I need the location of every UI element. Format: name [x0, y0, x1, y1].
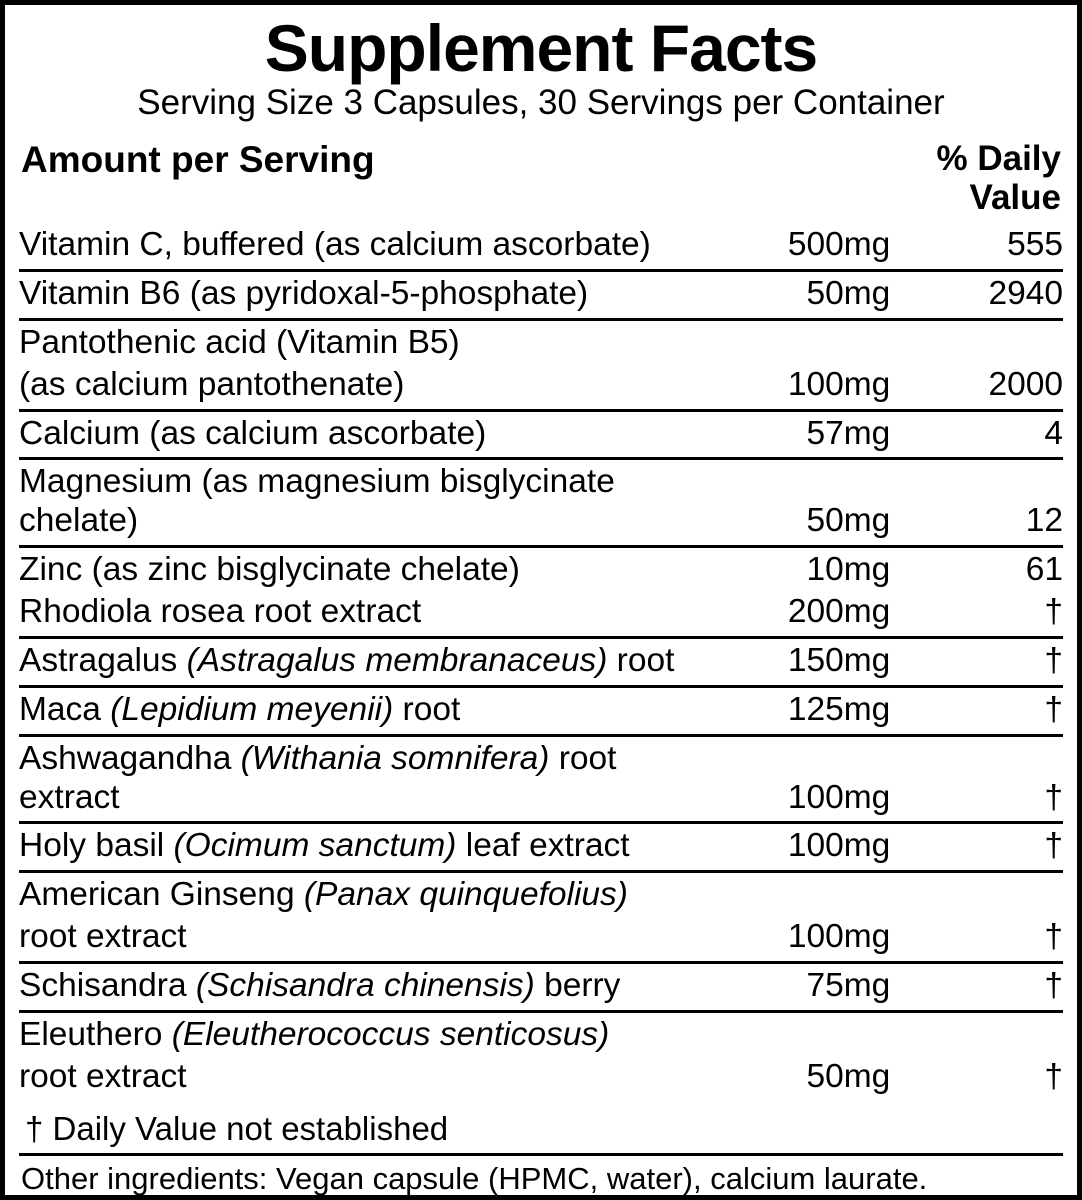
- botanical-amount: 200: [721, 590, 844, 637]
- nutrient-dv: 12: [929, 459, 1063, 547]
- botanical-name-latin: (Astragalus membranaceus): [186, 641, 608, 679]
- daily-value-header: [861, 139, 1061, 217]
- botanical-dv: †: [929, 637, 1063, 686]
- botanical-name-post: berry: [534, 966, 621, 1004]
- nutrient-unit: mg: [843, 551, 891, 589]
- botanicals-table: [19, 590, 1063, 1096]
- botanical-name: [19, 637, 721, 686]
- botanical-name: [19, 735, 721, 823]
- other-ingredients-text: Other ingredients: Vegan capsule (HPMC, water), calcium laurate.: [21, 1160, 928, 1196]
- nutrient-unit: mg: [844, 223, 930, 270]
- botanical-dv: †: [929, 823, 1063, 872]
- table-header: [19, 133, 1063, 219]
- botanical-dv: †: [1044, 1057, 1063, 1095]
- nutrient-unit: mg: [844, 363, 930, 410]
- botanical-dv-spacer: [929, 1011, 1063, 1054]
- table-row: [19, 1011, 1063, 1054]
- botanical-dv: †: [929, 962, 1063, 1011]
- table-row: [19, 872, 1063, 915]
- table-row: [19, 319, 1063, 362]
- table-row: [19, 459, 1063, 547]
- botanical-unit-spacer: [844, 872, 930, 915]
- botanical-unit: mg: [844, 823, 930, 872]
- nutrient-unit: mg: [844, 410, 930, 459]
- nutrient-name: Magnesium (as magnesium bisglycinate chelate): [19, 459, 721, 547]
- botanical-name-post: root: [393, 690, 461, 728]
- nutrient-dv: 2940: [929, 271, 1063, 320]
- botanical-amount: 100: [721, 823, 844, 872]
- botanical-amount: 50: [806, 1057, 844, 1095]
- botanical-name-line2: root extract: [19, 915, 721, 962]
- botanical-name: [19, 1011, 721, 1054]
- table-row: [19, 1055, 1063, 1097]
- botanical-dv: †: [929, 686, 1063, 735]
- botanical-name-latin: (Withania somnifera): [240, 739, 550, 777]
- botanical-amount: 150: [721, 637, 844, 686]
- botanical-unit: mg: [844, 590, 930, 637]
- table-row: [19, 823, 1063, 872]
- botanical-amount-spacer: [721, 1011, 844, 1054]
- nutrient-amount: 500: [721, 223, 844, 270]
- nutrient-name: Zinc (as zinc bisglycinate chelate): [19, 551, 520, 589]
- botanical-name-pre: Rhodiola rosea root extract: [19, 593, 422, 631]
- botanical-name-latin: (Eleutherococcus senticosus): [171, 1015, 610, 1053]
- botanical-name-pre: Maca: [19, 690, 111, 728]
- nutrient-name: Pantothenic acid (Vitamin B5): [19, 323, 460, 361]
- botanical-amount: 125: [721, 686, 844, 735]
- nutrient-name-line2: (as calcium pantothenate): [19, 363, 721, 410]
- nutrient-amount: 50: [721, 271, 844, 320]
- botanical-name-pre: Ashwagandha: [19, 739, 241, 777]
- botanical-name-pre: Holy basil: [19, 827, 174, 865]
- nutrient-amount: 10: [806, 551, 844, 589]
- nutrient-dv: 61: [1025, 551, 1063, 589]
- nutrient-dv: 555: [929, 223, 1063, 270]
- botanical-dv-spacer: [929, 872, 1063, 915]
- nutrient-dv: 2000: [929, 363, 1063, 410]
- nutrient-dv: 4: [929, 410, 1063, 459]
- nutrient-amount: 100: [721, 363, 844, 410]
- table-row: [19, 271, 1063, 320]
- botanical-name: [19, 686, 721, 735]
- botanical-name-post: root extract: [19, 739, 617, 816]
- botanical-unit: mg: [844, 686, 930, 735]
- table-row: [19, 590, 1063, 637]
- nutrient-dv-spacer: [929, 319, 1063, 362]
- nutrient-name: Vitamin C, buffered (as calcium ascorbate): [19, 223, 721, 270]
- nutrient-unit: mg: [844, 271, 930, 320]
- botanical-amount: 75: [721, 962, 844, 1011]
- nutrient-amount-spacer: [721, 319, 844, 362]
- table-row: [19, 223, 1063, 270]
- botanical-name-latin: (Ocimum sanctum): [173, 827, 457, 865]
- amount-per-serving-header: Amount per Serving: [21, 138, 375, 180]
- nutrients-table: [19, 223, 1063, 590]
- botanical-name-latin: (Lepidium meyenii): [110, 690, 394, 728]
- botanical-name: [19, 962, 721, 1011]
- nutrient-amount: 57: [721, 410, 844, 459]
- table-row: [19, 637, 1063, 686]
- botanical-unit: mg: [844, 962, 930, 1011]
- botanical-unit-spacer: [844, 1011, 930, 1054]
- botanical-dv: †: [929, 590, 1063, 637]
- botanical-name-latin: (Panax quinquefolius): [303, 876, 628, 914]
- table-row: [19, 410, 1063, 459]
- table-row: [19, 962, 1063, 1011]
- botanical-amount: 100: [721, 735, 844, 823]
- botanical-unit: mg: [844, 735, 930, 823]
- botanical-unit: mg: [844, 915, 930, 962]
- botanical-name-line2: root extract: [19, 1057, 187, 1095]
- botanical-dv: †: [929, 735, 1063, 823]
- botanical-name-post: root: [607, 641, 675, 679]
- page-title: Supplement Facts: [264, 11, 818, 85]
- botanical-amount-spacer: [721, 872, 844, 915]
- table-row: [19, 735, 1063, 823]
- daily-value-header-line2: Value: [969, 178, 1061, 217]
- botanical-name-pre: American Ginseng: [19, 876, 304, 914]
- table-row: [19, 547, 1063, 590]
- nutrient-name: Vitamin B6 (as pyridoxal-5-phosphate): [19, 271, 721, 320]
- table-row: [19, 686, 1063, 735]
- nutrient-name: Calcium (as calcium ascorbate): [19, 410, 721, 459]
- botanical-name-post: leaf extract: [456, 827, 630, 865]
- botanical-name-pre: Schisandra: [19, 966, 196, 1004]
- table-row: [19, 363, 1063, 410]
- botanical-unit: mg: [844, 637, 930, 686]
- botanical-name: [19, 872, 721, 915]
- table-row: [19, 915, 1063, 962]
- botanical-name-pre: Astragalus: [19, 641, 187, 679]
- botanical-dv: †: [929, 915, 1063, 962]
- nutrient-unit-spacer: [844, 319, 930, 362]
- botanical-name: [19, 590, 721, 637]
- nutrient-amount: 50: [721, 459, 844, 547]
- daily-value-header-line1: % Daily: [936, 138, 1061, 178]
- footnote-text: † Daily Value not established: [25, 1109, 449, 1147]
- botanical-name: [19, 823, 721, 872]
- botanical-name-latin: (Schisandra chinensis): [195, 966, 535, 1004]
- nutrient-unit: mg: [844, 459, 930, 547]
- botanical-name-pre: Eleuthero: [19, 1015, 172, 1053]
- botanical-amount: 100: [721, 915, 844, 962]
- serving-size-text: Serving Size 3 Capsules, 30 Servings per Container: [137, 83, 945, 123]
- botanical-unit: mg: [843, 1057, 891, 1095]
- other-ingredients-section: [19, 1153, 1063, 1197]
